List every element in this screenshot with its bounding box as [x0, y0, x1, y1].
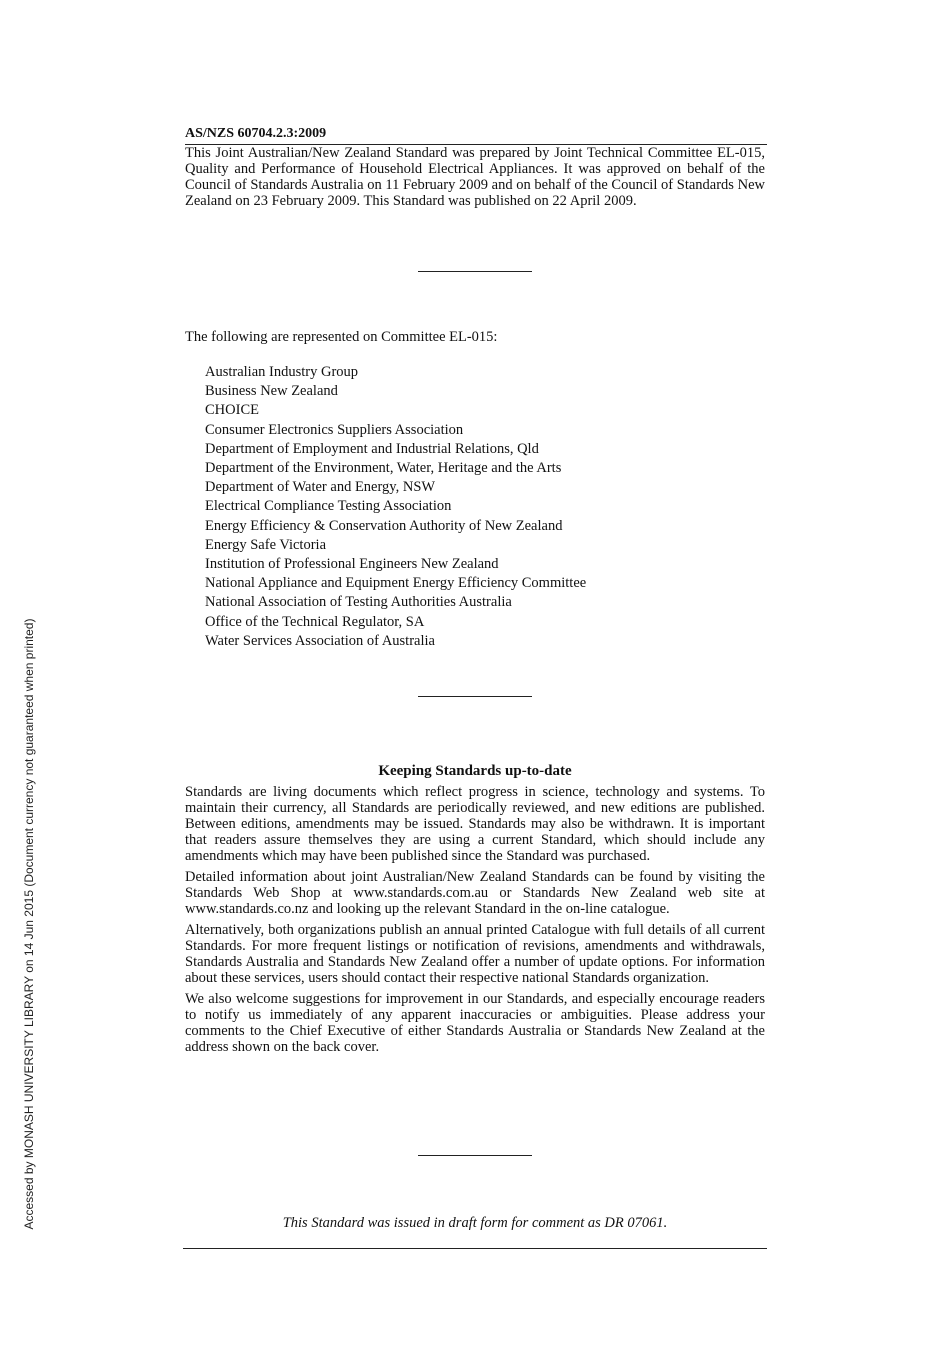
committee-member: Energy Efficiency & Conservation Authority of New Zealand	[205, 517, 563, 534]
committee-member: Energy Safe Victoria	[205, 536, 326, 553]
section-divider	[418, 1155, 532, 1156]
committee-member: Department of the Environment, Water, Heritage and the Arts	[205, 460, 562, 477]
committee-member: Department of Employment and Industrial Relations, Qld	[205, 440, 539, 457]
keeping-standards-heading: Keeping Standards up-to-date	[378, 763, 572, 779]
keeping-paragraph: Standards are living documents which reflect progress in science, technology and systems. To maintain their currency, all Standards are periodically reviewed, and new editions are published. Between editions, amendments may be issued. Standards may also be withdrawn. It is important that readers assure themselves they are using a current Standard, which should include any amendments which may have been published since the Standard was purchased.	[185, 784, 765, 864]
committee-member: National Association of Testing Authorities Australia	[205, 594, 512, 611]
footer-rule	[183, 1248, 767, 1249]
standard-identifier: AS/NZS 60704.2.3:2009	[185, 126, 327, 141]
preparation-paragraph: This Joint Australian/New Zealand Standard was prepared by Joint Technical Committee EL-015, Quality and Performance of Household Electrical Appliances. It was approved on behalf of the Council of Standards Australia on 11 February 2009 and on behalf of the Council of Standards New Zealand on 23 February 2009. This Standard was published on 22 April 2009.	[185, 145, 765, 209]
committee-member: Department of Water and Energy, NSW	[205, 479, 436, 496]
keeping-paragraph: We also welcome suggestions for improvement in our Standards, and especially encourage readers to notify us immediately of any apparent inaccuracies or ambiguities. Please address your comments to the Chief Executive of either Standards Australia or Standards New Zealand at the address shown on the back cover.	[185, 991, 765, 1055]
committee-member: Business New Zealand	[205, 383, 338, 400]
keeping-paragraph: Detailed information about joint Australian/New Zealand Standards can be found by visiting the Standards Web Shop at www.standards.com.au or Standards New Zealand web site at www.standards.co.nz and looking up the relevant Standard in the on-line catalogue.	[185, 869, 765, 917]
section-divider	[418, 271, 532, 272]
committee-member: CHOICE	[205, 402, 259, 419]
committee-member: National Appliance and Equipment Energy Efficiency Committee	[205, 575, 587, 592]
keeping-paragraph: Alternatively, both organizations publish an annual printed Catalogue with full details of all current Standards. For more frequent listings or notification of revisions, amendments and withdrawals, Standards Australia and Standards New Zealand offer a number of update options. For information about these services, users should contact their respective national Standards organization.	[185, 922, 765, 986]
committee-member-list	[205, 363, 586, 651]
draft-note: This Standard was issued in draft form for comment as DR 07061.	[282, 1215, 668, 1231]
access-watermark: Accessed by MONASH UNIVERSITY LIBRARY on 14 Jun 2015 (Document currency not guaranteed when printed)	[22, 618, 36, 1230]
keeping-standards-body	[185, 784, 765, 1060]
committee-member: Office of the Technical Regulator, SA	[205, 613, 425, 630]
committee-member: Institution of Professional Engineers New Zealand	[205, 556, 499, 573]
committee-member: Water Services Association of Australia	[205, 632, 435, 649]
committee-member: Electrical Compliance Testing Association	[205, 498, 452, 515]
committee-member: Consumer Electronics Suppliers Association	[205, 421, 464, 438]
section-divider	[418, 696, 532, 697]
committee-intro: The following are represented on Committee EL-015:	[185, 329, 498, 345]
committee-member: Australian Industry Group	[205, 364, 359, 380]
